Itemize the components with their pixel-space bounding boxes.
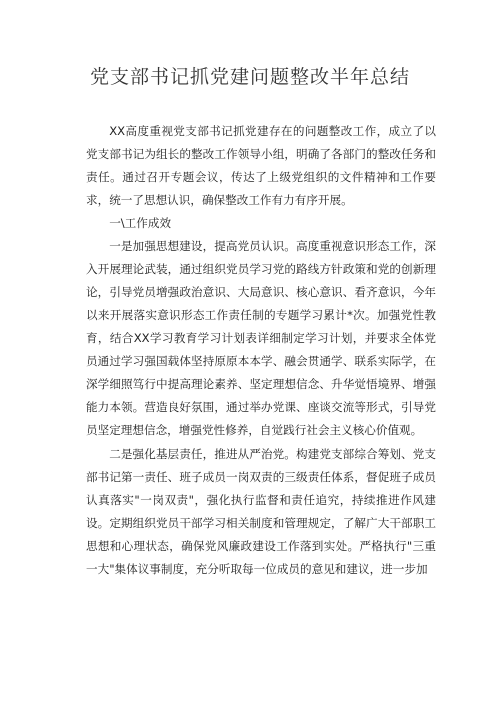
section-heading-work-results: 一\工作成效 <box>109 216 172 230</box>
paragraph-ideological-building: 一是加强思想建设，提高党员认识。高度重视意识形态工作，深入开展理论武装，通过组织党员学习党的路线方针政策和党的创新理论，引导党员增强政治意识、大局意识、核心意识、看齐意识，今年以来开展落实意识形态工作责任制的专题学习累计*次。加强党性教育，结合XX学习教育学习计划表详细制定学习计划，并要求全体党员通过学习强国载体坚持原原本本学、融会贯通学、联系实际学，在深学细照笃行中提高理论素养、坚定理想信念、升华觉悟境界、增强能力本领。营造良好氛围，通过举办党课、座谈交流等形式，引导党员坚定理想信念，增强党性修养，自觉践行社会主义核心价值观。 <box>86 239 436 437</box>
document-title: 党支部书记抓党建问题整改半年总结 <box>89 66 410 88</box>
document-body <box>86 120 436 581</box>
paragraph-grassroots-responsibility: 二是强化基层责任，推进从严治党。构建党支部综合筹划、党支部书记第一责任、班子成员一岗双责的三级责任体系，督促班子成员认真落实"一岗双责"，强化执行监督和责任追究，持续推进作风建设。定期组织党员干部学习相关制度和管理规定，了解广大干部职工思想和心理状态，确保党风廉政建设工作落到实处。严格执行"三重一大"集体议事制度，充分听取每一位成员的意见和建议，进一步加 <box>86 447 436 576</box>
paragraph-intro: XX高度重视党支部书记抓党建存在的问题整改工作，成立了以党支部书记为组长的整改工作领导小组，明确了各部门的整改任务和责任。通过召开专题会议，传达了上级党组织的文件精神和工作要求，统一了思想认识，确保整改工作有力有序开展。 <box>86 124 436 207</box>
